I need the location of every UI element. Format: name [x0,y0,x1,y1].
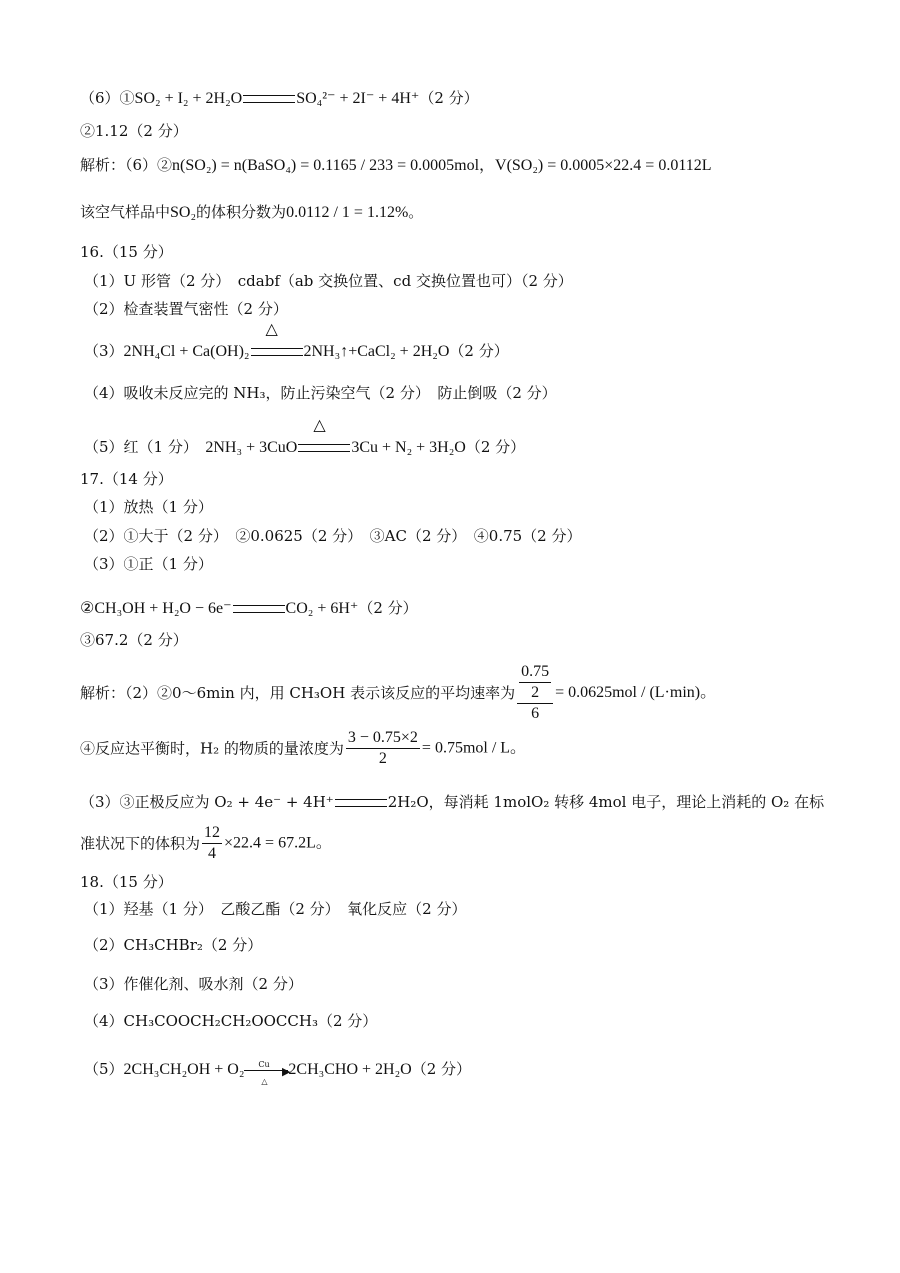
q17-heading: 17.（14 分） [80,470,173,488]
value: 0.0112 / 1 = 1.12% [286,204,409,221]
q16-heading: 16.（15 分） [80,243,173,261]
denominator: 2 [378,750,387,767]
text: （3）③正极反应为 O₂ + 4e⁻ + 4H⁺ [80,793,334,811]
score: （2 分） [465,438,526,456]
q17-answer-2: （2）①大于（2 分） ②0.0625（2 分） ③AC（2 分） ④0.75（2 分） [84,527,582,545]
catalyst-label: Cu [258,1060,270,1069]
result: = 0.0625mol / (L·min)。 [555,684,717,701]
equation-right: CO₂ + 6H⁺ [285,600,359,617]
q18-answer-4: （4）CH₃COOCH₂CH₂OOCCH₃（2 分） [84,1012,378,1030]
equation-right: 2NH₃↑+CaCl₂ + 2H₂O [303,343,450,360]
heat-icon: △ [261,1077,268,1086]
denominator: 4 [208,845,217,862]
equation-left: 2NH₃ + 3CuO [205,439,298,456]
text: ④反应达平衡时，H₂ 的物质的量浓度为 [80,739,344,758]
equal-sign-heat [250,319,304,361]
q15-explanation-1 [80,155,712,176]
explanation-n: n(SO₂) = n(BaSO₄) = 0.1165 / 233 = 0.0005mol [172,157,480,174]
explanation-label: 解析：（6）② [80,156,173,174]
score: （2 分） [449,342,509,360]
score: （2 分） [358,599,418,617]
q15-answer-6 [80,88,479,109]
equation-left: 2CH₃CH₂OH + O₂ [123,1061,245,1078]
q18-answer-2: （2）CH₃CHBr₂（2 分） [84,936,263,954]
answer-label: （6）① [80,89,135,107]
q17-answer-3b [80,598,418,619]
q17-explanation-4 [80,823,332,864]
equation-right: 3Cu + N₂ + 3H₂O [351,439,466,456]
text: 解析：（2）②0～6min 内，用 CH₃OH 表示该反应的平均速率为 [80,684,516,702]
text: 该空气样品中 [80,203,171,221]
score: （2 分） [411,1060,472,1078]
text: 准状况下的体积为 [80,834,201,853]
q17-answer-1: （1）放热（1 分） [84,498,213,516]
q17-answer-3c: ③67.2（2 分） [80,631,188,649]
score: （2 分） [419,89,479,107]
volume-fraction [202,823,222,864]
numerator-top: 0.75 [519,662,551,683]
equal-sign-heat [297,415,351,457]
equation-right: SO₄²⁻ + 2I⁻ + 4H⁺ [296,90,420,107]
text: 的体积分数为 [196,203,287,221]
q17-answer-3: （3）①正（1 分） [84,555,213,573]
q18-answer-3: （3）作催化剂、吸水剂（2 分） [84,975,303,993]
denominator: 6 [531,705,540,722]
formula: SO₂ [170,204,197,221]
conc-fraction [346,728,420,769]
text: 2H₂O，每消耗 1molO₂ 转移 4mol 电子，理论上消耗的 O₂ 在标 [387,793,825,811]
q15-explanation-2 [80,202,423,223]
result: = 0.75mol / L。 [421,739,527,757]
q17-explanation-2 [80,728,526,769]
explanation-v: ，V(SO₂) = 0.0005×22.4 = 0.0112L [479,157,712,174]
equal-sign-bar [334,792,388,812]
q18-heading: 18.（15 分） [80,873,173,891]
score: （2 分） [128,122,188,140]
label: （3） [84,342,124,360]
label: （5） [84,1060,124,1078]
label: （5）红（1 分） [84,438,191,456]
q18-answer-1: （1）羟基（1 分） 乙酸乙酯（2 分） 氧化反应（2 分） [84,900,467,918]
answer-label: ②1.12 [80,122,129,140]
q17-explanation-1 [80,662,716,724]
heat-icon: △ [313,415,326,434]
result: ×22.4 = 67.2L。 [224,834,332,852]
numerator: 12 [202,823,222,844]
q15-answer-6b [80,121,188,141]
equation-left: SO₂ + I₂ + 2H₂O [134,90,243,107]
equation-right: 2CH₃CHO + 2H₂O [288,1061,412,1078]
equation-left: 2NH₄Cl + Ca(OH)₂ [123,343,250,360]
q16-answer-2: （2）检查装置气密性（2 分） [84,300,288,318]
numerator-bottom: 2 [531,684,540,701]
q16-answer-4: （4）吸收未反应完的 NH₃，防止污染空气（2 分） 防止倒吸（2 分） [84,384,557,402]
q16-answer-3 [84,319,509,362]
text: 。 [408,203,424,221]
q16-answer-1: （1）U 形管（2 分） cdabf（ab 交换位置、cd 交换位置也可）（2 分） [84,272,573,290]
equal-sign-bar [242,88,296,108]
rate-fraction [517,662,553,724]
reaction-arrow: Cu ▶ △ [244,1069,288,1071]
heat-icon: △ [265,319,278,338]
equal-sign-bar [232,598,286,618]
q16-answer-5 [84,415,526,458]
equation-left: ②CH₃OH + H₂O − 6e⁻ [80,600,232,617]
q17-explanation-3 [80,792,824,812]
q18-answer-5 [84,1059,472,1086]
numerator: 3 − 0.75×2 [346,728,420,749]
